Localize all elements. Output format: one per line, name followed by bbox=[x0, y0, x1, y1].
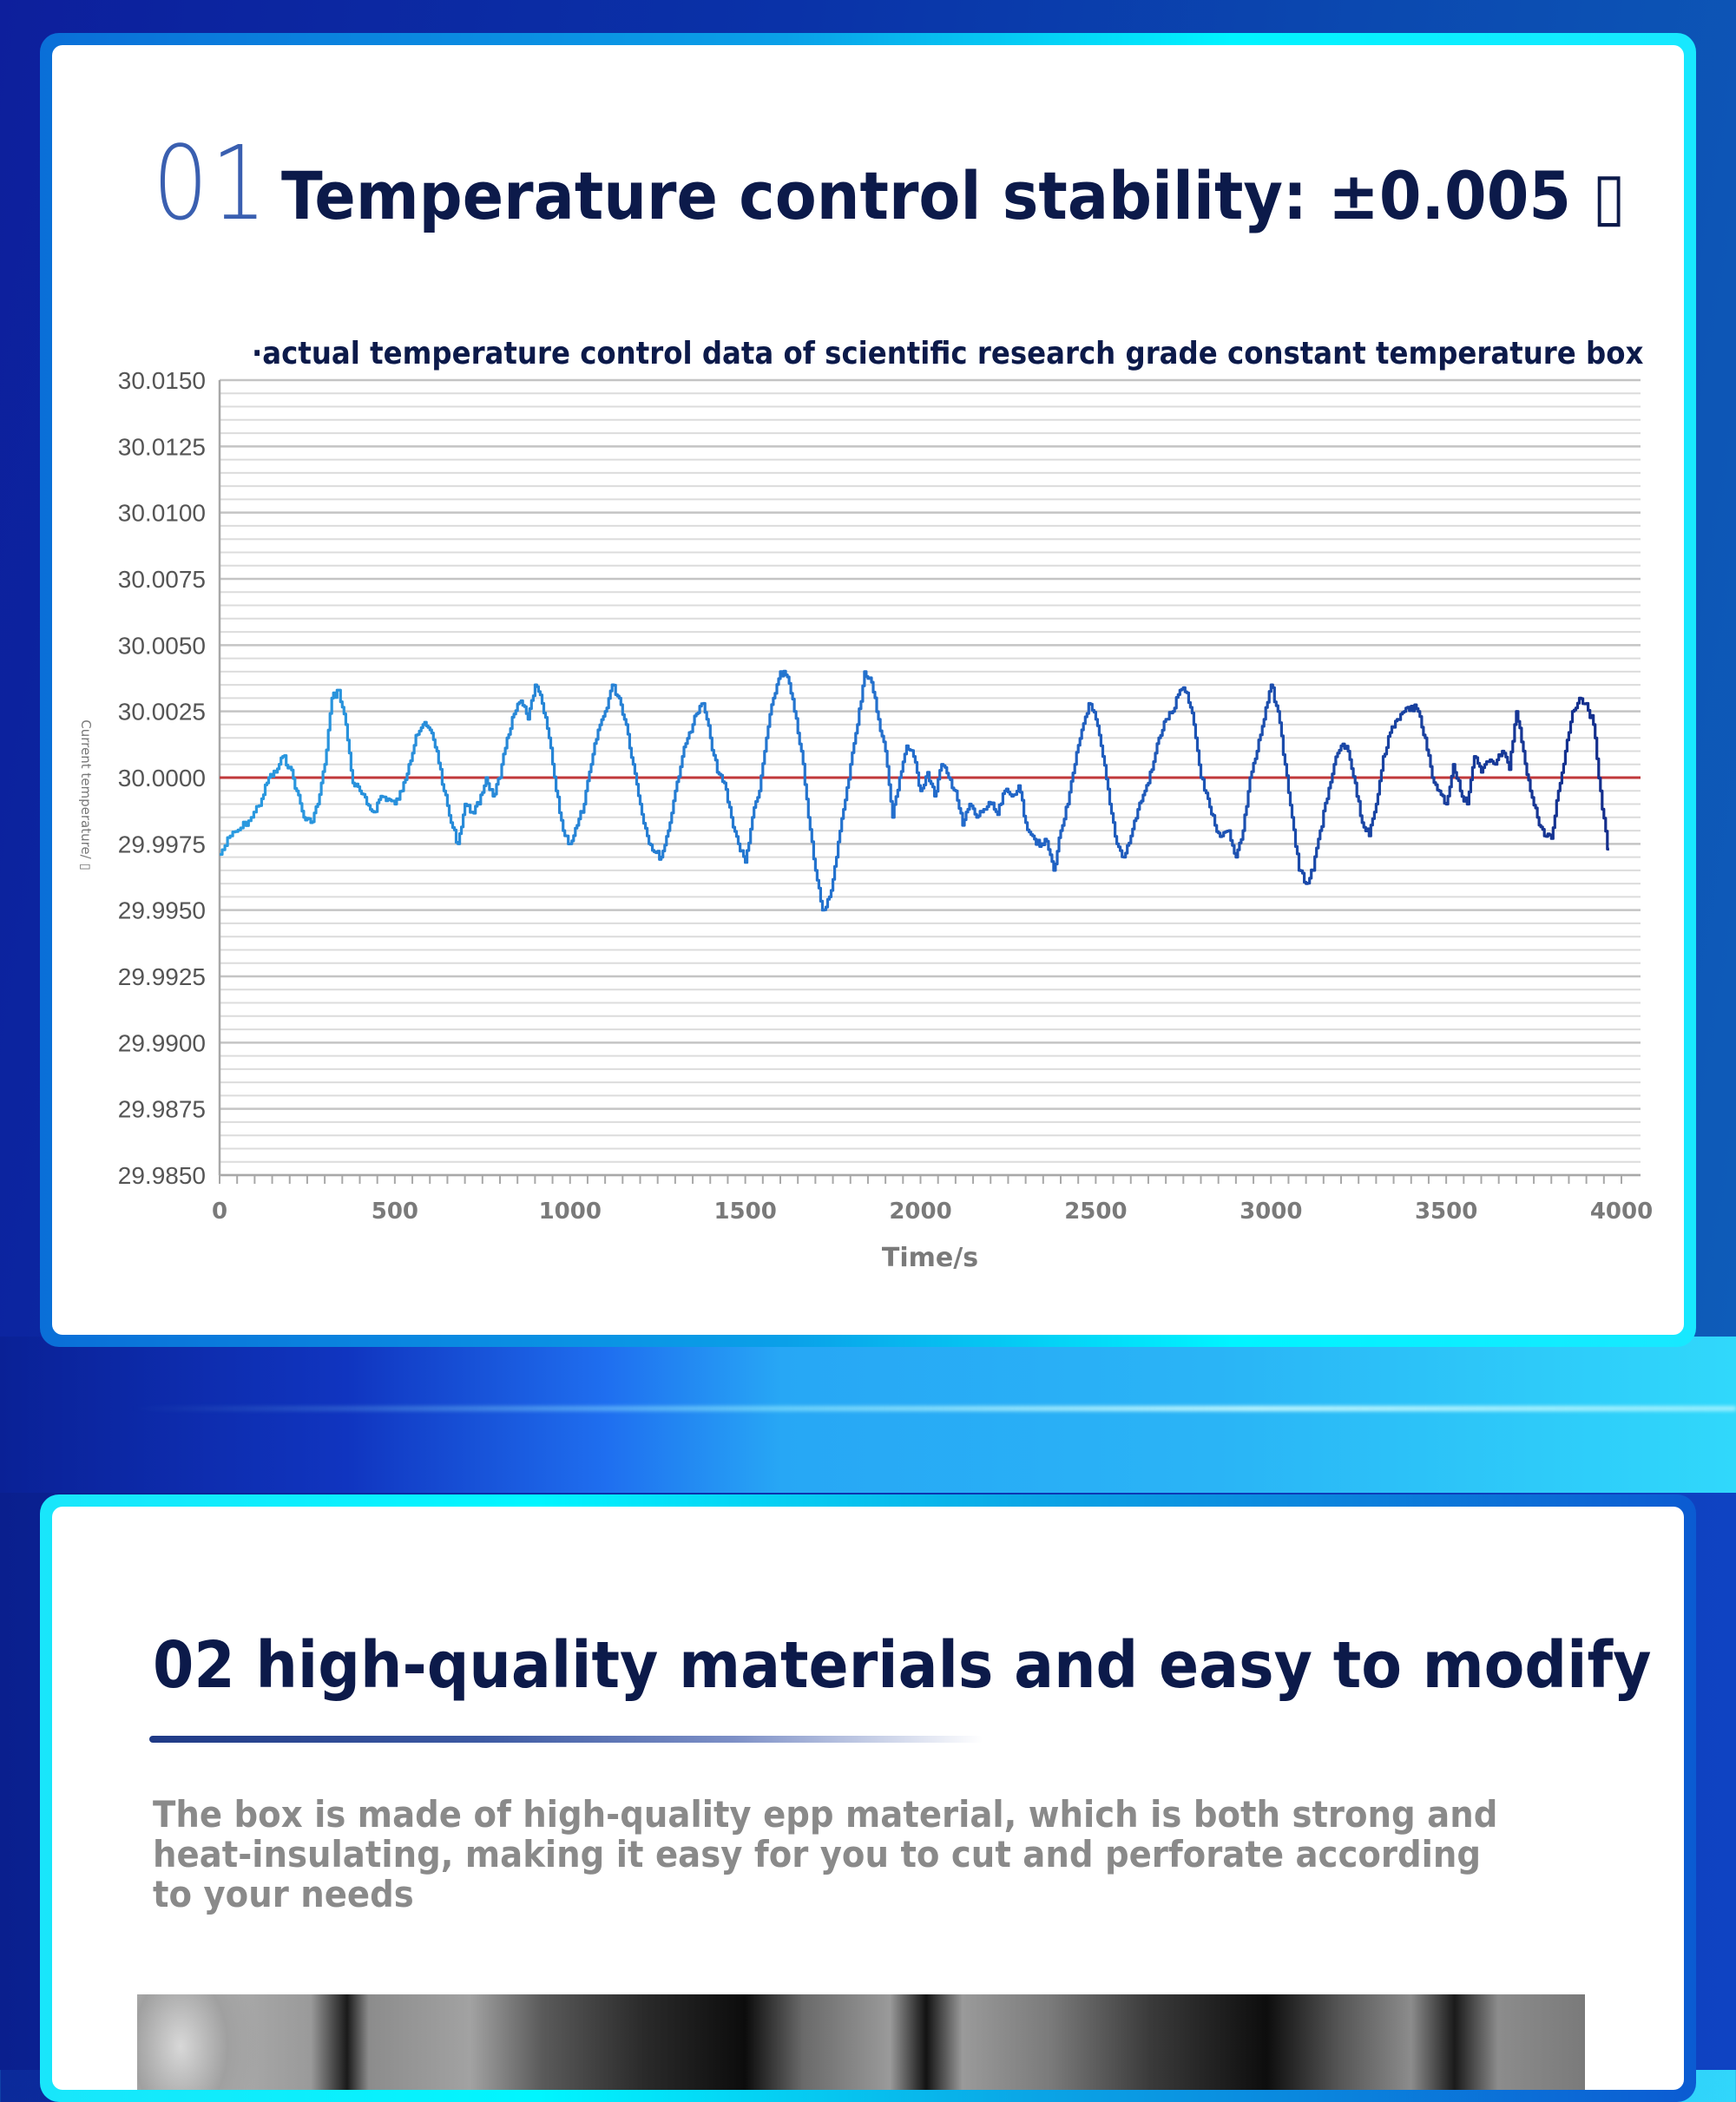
y-tick-label: 30.0000 bbox=[117, 765, 206, 792]
y-axis-title: Current temperature/ ▯ bbox=[78, 719, 94, 870]
title-underline bbox=[149, 1736, 983, 1743]
y-tick-label: 30.0050 bbox=[117, 632, 206, 660]
y-tick-label: 30.0025 bbox=[117, 698, 206, 726]
section-number: 01 bbox=[153, 123, 270, 243]
section-title: 02 high-quality materials and easy to modify bbox=[153, 1628, 1652, 1703]
y-tick-label: 30.0125 bbox=[117, 433, 206, 461]
materials-card-body bbox=[52, 1507, 1684, 2090]
x-tick-label: 2500 bbox=[1064, 1199, 1128, 1225]
x-tick-label: 0 bbox=[211, 1199, 228, 1225]
y-tick-label: 29.9900 bbox=[117, 1029, 206, 1057]
stability-card-body bbox=[52, 45, 1684, 1335]
y-tick-label: 29.9925 bbox=[117, 963, 206, 990]
temperature-line-chart bbox=[52, 45, 1684, 1312]
chart-title: ·actual temperature control data of scientific research grade constant temperature box bbox=[252, 336, 1644, 371]
x-tick-label: 500 bbox=[371, 1199, 419, 1225]
x-tick-label: 4000 bbox=[1589, 1199, 1654, 1225]
x-tick-label: 1500 bbox=[713, 1199, 777, 1225]
y-tick-label: 29.9950 bbox=[117, 897, 206, 924]
page-background-band bbox=[0, 1337, 1736, 1510]
x-axis-title: Time/s bbox=[881, 1243, 979, 1273]
section-description: The box is made of high-quality epp material, which is both strong and heat-insulating, making it easy for you to cut and perforate according to your needs bbox=[153, 1793, 1498, 1915]
x-tick-label: 1000 bbox=[538, 1199, 602, 1225]
y-tick-label: 29.9975 bbox=[117, 831, 206, 858]
y-tick-label: 30.0100 bbox=[117, 499, 206, 527]
y-tick-label: 29.9875 bbox=[117, 1095, 206, 1123]
stability-card bbox=[40, 33, 1696, 1347]
materials-card bbox=[40, 1494, 1696, 2102]
y-tick-label: 30.0150 bbox=[117, 367, 206, 394]
y-tick-label: 29.9850 bbox=[117, 1162, 206, 1189]
x-tick-label: 2000 bbox=[889, 1199, 952, 1225]
section-title: Temperature control stability: ±0.005 ▯ bbox=[281, 157, 1626, 234]
x-tick-label: 3500 bbox=[1414, 1199, 1478, 1225]
x-tick-label: 3000 bbox=[1240, 1199, 1303, 1225]
material-photo bbox=[137, 1994, 1585, 2090]
y-tick-label: 30.0075 bbox=[117, 566, 206, 593]
light-streak bbox=[130, 1406, 1736, 1411]
